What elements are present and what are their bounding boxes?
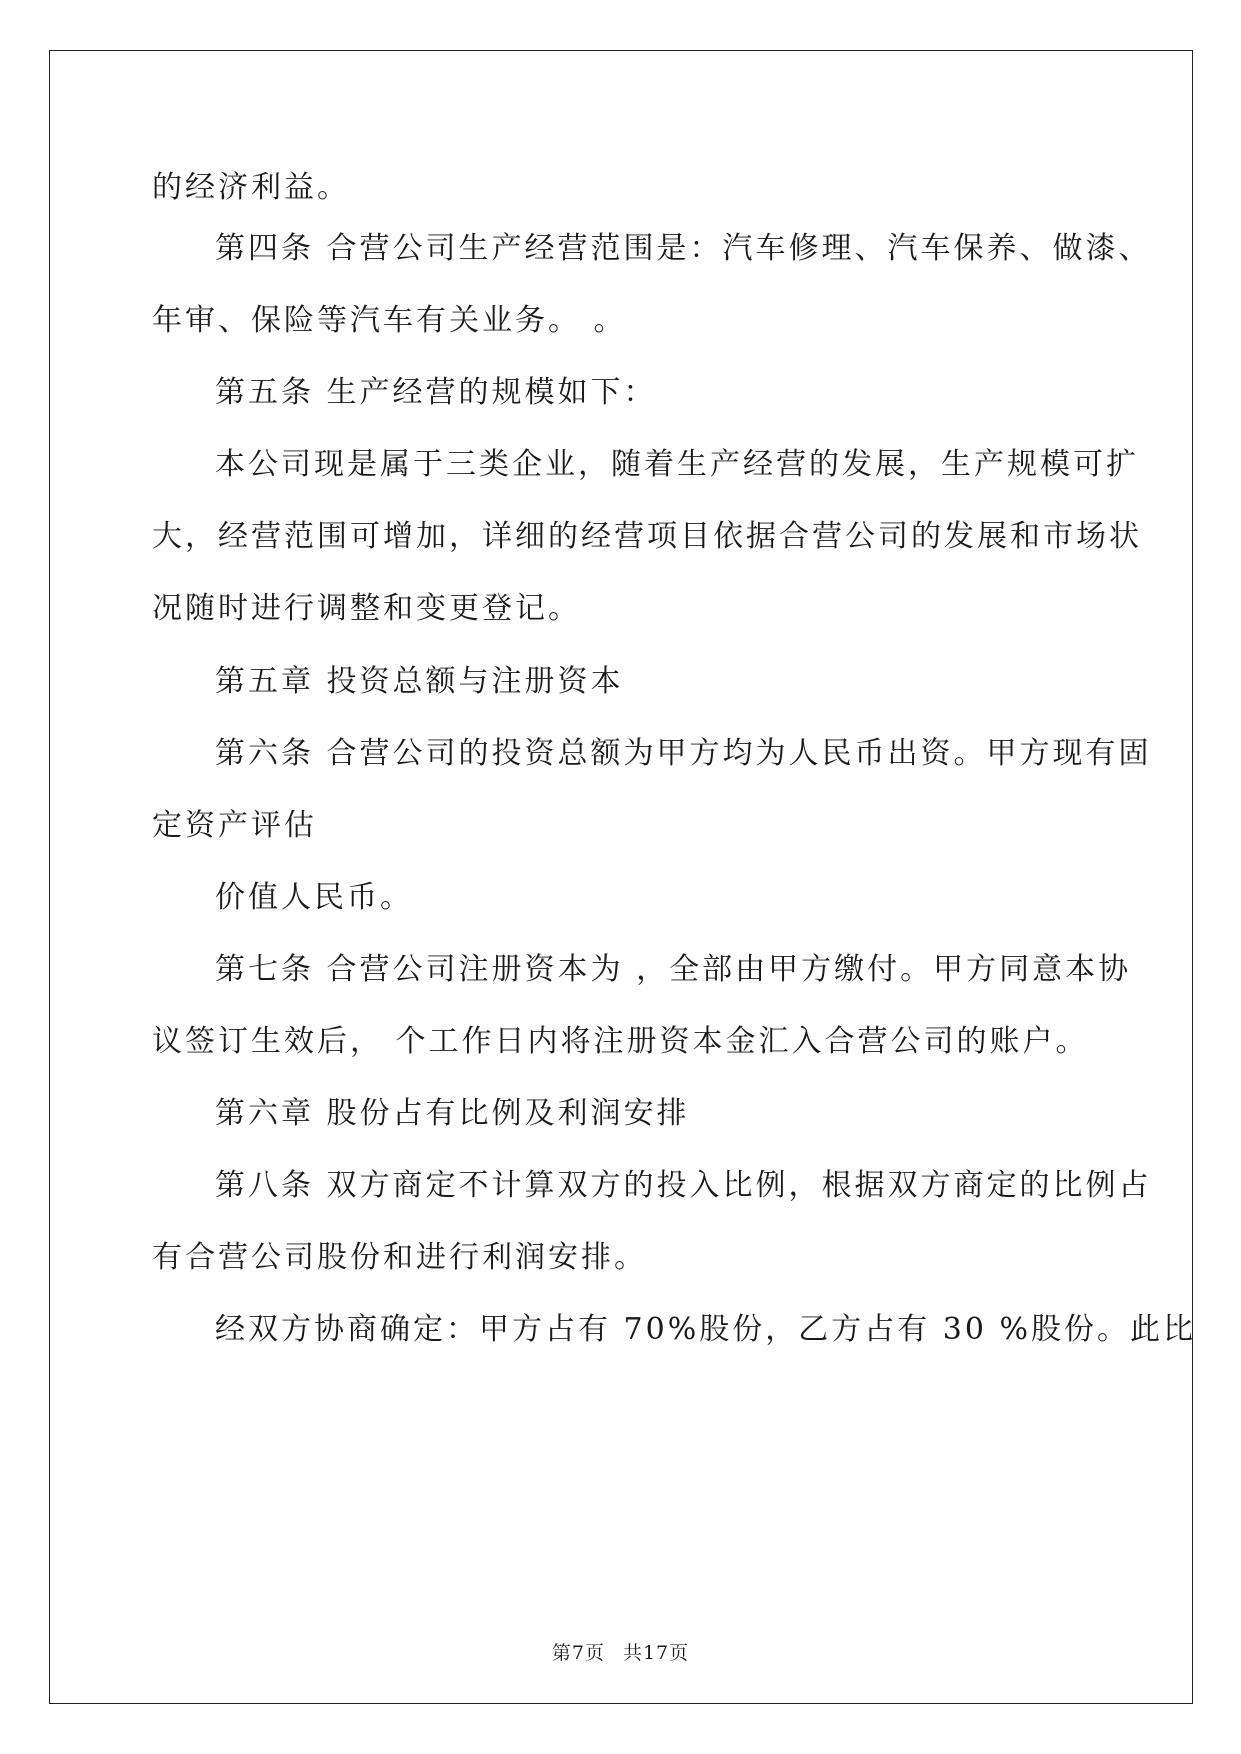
page-footer <box>0 1638 1241 1665</box>
page-number: 第7页 <box>551 1642 605 1664</box>
article-6-line-3: 价值人民币。 <box>215 880 413 915</box>
page-border <box>49 50 1193 1704</box>
shareholding-line: 经双方协商确定：甲方占有 70%股份，乙方占有 30 %股份。此比 <box>215 1312 1196 1347</box>
paragraph-line: 的经济利益。 <box>152 170 350 205</box>
article-7-line-1: 第七条 合营公司注册资本为 ，全部由甲方缴付。甲方同意本协 <box>215 952 1132 987</box>
chapter-6-heading: 第六章 股份占有比例及利润安排 <box>215 1096 690 1131</box>
page-total: 共17页 <box>622 1642 690 1664</box>
article-5-body-line-2: 大，经营范围可增加，详细的经营项目依据合营公司的发展和市场状 <box>152 519 1142 554</box>
article-5-heading: 第五条 生产经营的规模如下： <box>215 375 657 410</box>
article-8-line-2: 有合营公司股份和进行利润安排。 <box>152 1240 647 1275</box>
article-8-line-1: 第八条 双方商定不计算双方的投入比例，根据双方商定的比例占 <box>215 1168 1152 1203</box>
article-5-body-line-3: 况随时进行调整和变更登记。 <box>152 591 581 626</box>
article-4-line-1: 第四条 合营公司生产经营范围是：汽车修理、汽车保养、做漆、 <box>215 231 1152 266</box>
article-4-line-2: 年审、保险等汽车有关业务。 。 <box>152 303 627 338</box>
article-5-body-line-1: 本公司现是属于三类企业，随着生产经营的发展，生产规模可扩 <box>215 447 1139 482</box>
article-6-line-2: 定资产评估 <box>152 808 317 843</box>
chapter-5-heading: 第五章 投资总额与注册资本 <box>215 664 624 699</box>
article-6-line-1: 第六条 合营公司的投资总额为甲方均为人民币出资。甲方现有固 <box>215 736 1152 771</box>
article-7-line-2: 议签订生效后， 个工作日内将注册资本金汇入合营公司的账户。 <box>152 1024 1089 1059</box>
